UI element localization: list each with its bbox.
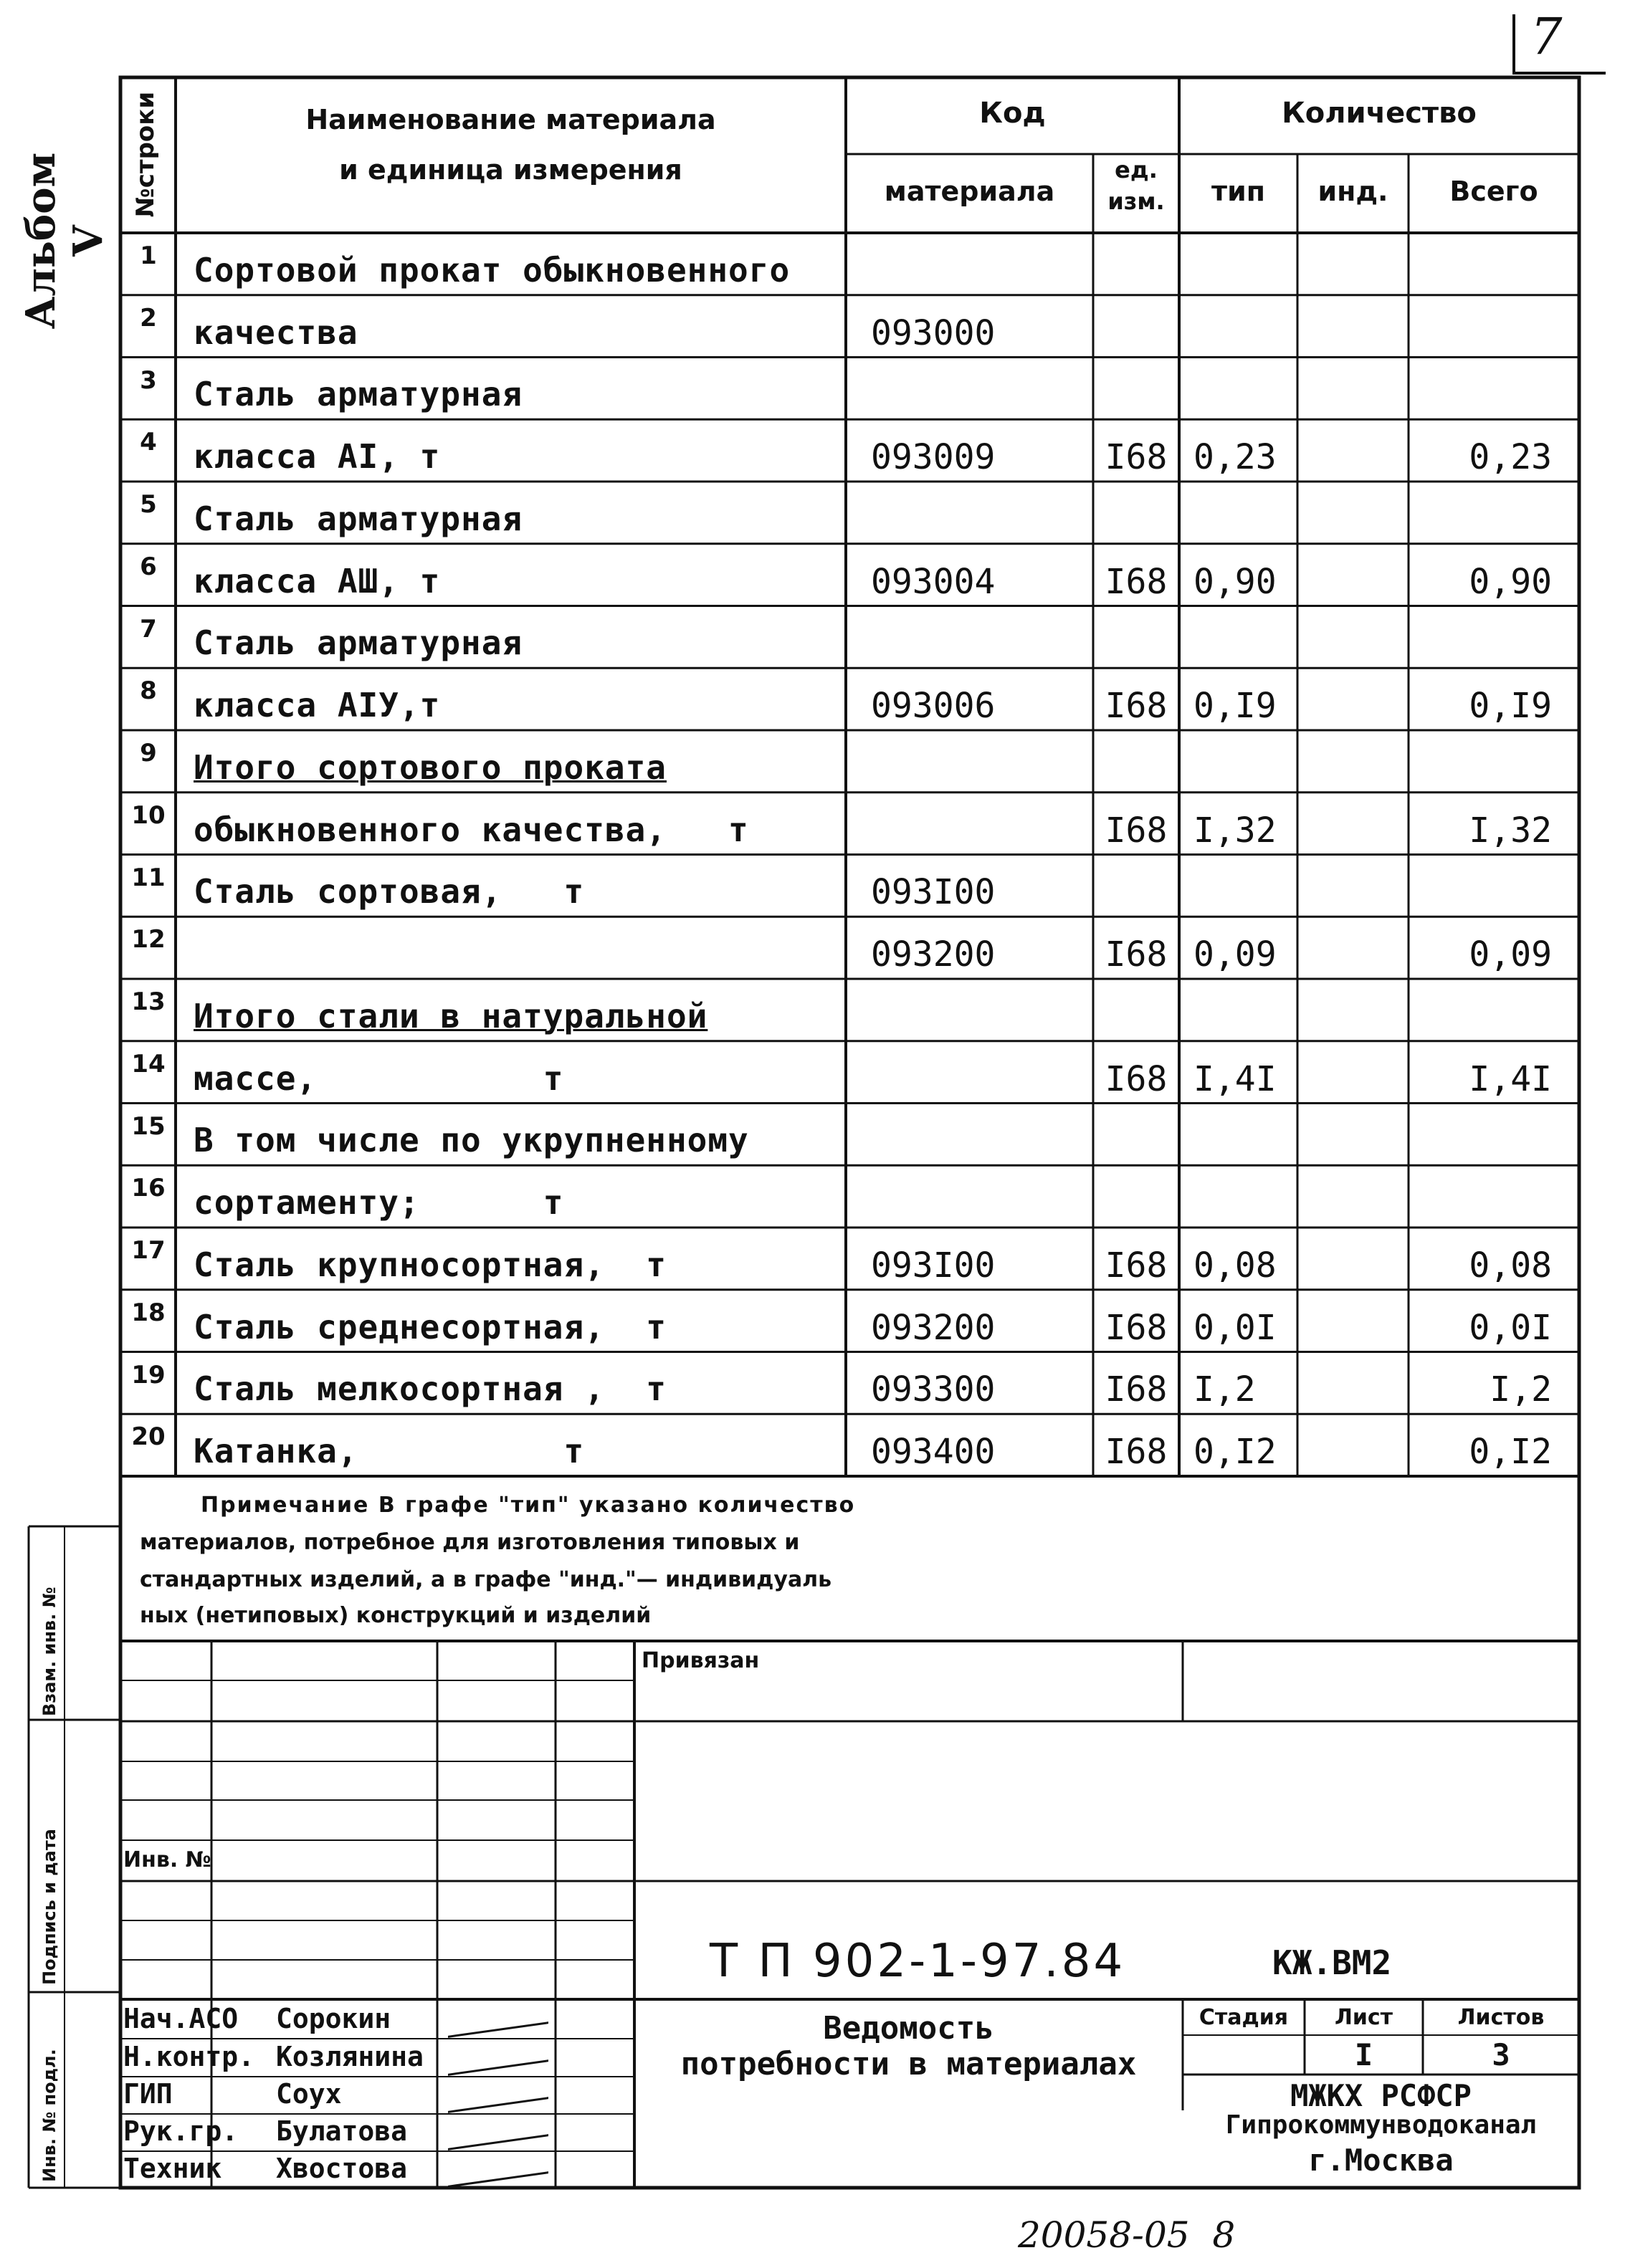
signer-name: Сорокин — [276, 2003, 391, 2034]
material-name: обыкновенного качества, т — [194, 810, 749, 849]
row-number: 16 — [131, 1174, 166, 1203]
qty-total: 0,90 — [1469, 561, 1552, 602]
signer-role: ГИП — [123, 2078, 173, 2110]
qty-total: 0,09 — [1469, 934, 1552, 975]
qty-total: I,2 — [1490, 1369, 1552, 1410]
stamp-privyazan: Привязан — [642, 1648, 760, 1673]
org-line-2: Гипрокоммунводоканал — [1225, 2110, 1537, 2140]
material-code: 093009 — [871, 437, 996, 477]
unit-code: I68 — [1105, 437, 1168, 477]
header-name-line1: Наименование материала — [305, 104, 716, 135]
material-code: 093200 — [871, 1307, 996, 1348]
qty-type: 0,I9 — [1193, 686, 1277, 726]
material-code: 093I00 — [871, 872, 996, 913]
signer-name: Соух — [276, 2078, 342, 2110]
row-number: 2 — [140, 303, 157, 332]
doc-title-line2: потребности в материалах — [680, 2046, 1137, 2082]
row-number: 6 — [140, 552, 157, 581]
row-number: 5 — [140, 490, 157, 519]
side-label-inv-podl: Инв. № подл. — [39, 2049, 59, 2182]
material-code: 093300 — [871, 1369, 996, 1410]
material-name: Сталь сортовая, т — [194, 872, 585, 911]
signer-name: Козлянина — [276, 2041, 424, 2072]
header-code-unit-1: ед. — [1115, 156, 1158, 183]
material-name: Итого сортового проката — [194, 747, 667, 787]
unit-code: I68 — [1105, 1369, 1168, 1410]
note-line-1: Примечание В графе "тип" указано количество — [201, 1493, 856, 1518]
qty-type: 0,08 — [1193, 1245, 1277, 1286]
qty-type: I,32 — [1193, 810, 1277, 851]
row-number: 13 — [131, 987, 166, 1016]
row-number: 9 — [140, 739, 157, 767]
sheet-value: I — [1354, 2037, 1373, 2072]
stage-label: Стадия — [1199, 2005, 1289, 2030]
row-number: 17 — [131, 1236, 166, 1265]
side-label-podpis: Подпись и дата — [39, 1829, 59, 1985]
qty-total: I,32 — [1469, 810, 1552, 851]
row-number: 14 — [131, 1049, 166, 1078]
row-number: 4 — [140, 428, 157, 457]
material-name: В том числе по укрупненному — [194, 1121, 749, 1160]
row-number: 3 — [140, 365, 157, 395]
material-name: Сталь арматурная — [194, 623, 523, 663]
material-code: 093400 — [871, 1432, 996, 1472]
unit-code: I68 — [1105, 934, 1168, 975]
qty-type: 0,23 — [1193, 437, 1277, 477]
qty-type: 0,0I — [1193, 1307, 1277, 1348]
header-code-group: Код — [979, 97, 1046, 130]
doc-code: Т П 902-1-97.84 — [710, 1935, 1126, 1988]
material-name: массе, т — [194, 1058, 564, 1098]
material-name: Сталь арматурная — [194, 375, 523, 414]
row-number: 15 — [131, 1111, 166, 1141]
material-name: качества — [194, 312, 358, 352]
material-code: 093004 — [871, 561, 996, 602]
material-name: класса AIУ,т — [194, 686, 441, 724]
material-name: сортаменту; т — [194, 1183, 564, 1222]
signer-role: Рук.гр. — [123, 2115, 239, 2147]
sheet-label: Лист — [1334, 2005, 1393, 2030]
unit-code: I68 — [1105, 561, 1168, 602]
header-code-material: материала — [884, 176, 1055, 207]
note-line-4: ных (нетиповых) конструкций и изделий — [140, 1603, 652, 1628]
material-name: Сортовой прокат обыкновенного — [194, 250, 791, 290]
unit-code: I68 — [1105, 1432, 1168, 1472]
material-name: Сталь крупносортная, т — [194, 1245, 667, 1284]
header-qty-type: тип — [1211, 176, 1265, 207]
row-number: 10 — [131, 800, 166, 830]
note-line-3: стандартных изделий, а в графе "инд."— индивидуаль — [140, 1567, 832, 1592]
signer-role: Техник — [123, 2153, 222, 2184]
qty-total: I,4I — [1469, 1058, 1552, 1099]
unit-code: I68 — [1105, 686, 1168, 726]
qty-total: 0,I9 — [1469, 686, 1552, 726]
unit-code: I68 — [1105, 810, 1168, 851]
org-line-3: г.Москва — [1308, 2143, 1454, 2178]
header-code-unit-2: изм. — [1107, 188, 1165, 215]
material-name: Сталь мелкосортная , т — [194, 1369, 667, 1409]
qty-type: I,2 — [1193, 1369, 1256, 1410]
page-number: 7 — [1530, 7, 1563, 66]
bottom-number: 20058-05 8 — [1018, 2214, 1236, 2256]
row-number: 18 — [131, 1298, 166, 1327]
unit-code: I68 — [1105, 1058, 1168, 1099]
signer-name: Булатова — [276, 2115, 408, 2147]
row-number: 19 — [131, 1360, 166, 1389]
qty-type: 0,09 — [1193, 934, 1277, 975]
stamp-inv-no: Инв. № — [123, 1847, 211, 1872]
doc-title-line1: Ведомость — [823, 2010, 994, 2047]
signer-role: Н.контр. — [123, 2041, 255, 2072]
material-code: 093000 — [871, 312, 996, 353]
header-name-line2: и единица измерения — [339, 154, 682, 186]
material-code: 093006 — [871, 686, 996, 726]
header-row-number: №строки — [131, 91, 160, 218]
row-number: 7 — [140, 614, 157, 643]
unit-code: I68 — [1105, 1245, 1168, 1286]
signer-role: Нач.АСО — [123, 2003, 239, 2034]
org-line-1: МЖКХ РСФСР — [1290, 2078, 1472, 2113]
material-name: класса AШ, т — [194, 561, 441, 601]
qty-type: 0,I2 — [1193, 1432, 1277, 1472]
qty-total: 0,08 — [1469, 1245, 1552, 1286]
material-name: Сталь среднесортная, т — [194, 1307, 667, 1346]
note-line-2: материалов, потребное для изготовления типовых и — [140, 1530, 800, 1555]
album-label: Альбом V — [17, 152, 112, 330]
unit-code: I68 — [1105, 1307, 1168, 1348]
qty-total: 0,I2 — [1469, 1432, 1552, 1472]
qty-type: I,4I — [1193, 1058, 1277, 1099]
material-name: класса AI, т — [194, 437, 441, 476]
row-number: 20 — [131, 1422, 166, 1452]
qty-type: 0,90 — [1193, 561, 1277, 602]
qty-total: 0,0I — [1469, 1307, 1552, 1348]
header-qty-total: Всего — [1449, 176, 1538, 207]
signer-name: Хвостова — [276, 2153, 408, 2184]
sheets-label: Листов — [1457, 2005, 1545, 2030]
material-name: Итого стали в натуральной — [194, 996, 708, 1035]
material-code: 093I00 — [871, 1245, 996, 1286]
header-qty-ind: инд. — [1317, 176, 1388, 207]
side-label-vzam: Взам. инв. № — [39, 1587, 59, 1716]
row-number: 1 — [140, 241, 157, 270]
row-number: 11 — [131, 863, 166, 892]
sheets-value: 3 — [1492, 2037, 1510, 2072]
material-code: 093200 — [871, 934, 996, 975]
material-name: Сталь арматурная — [194, 499, 523, 538]
row-number: 12 — [131, 925, 166, 954]
doc-suffix: КЖ.ВМ2 — [1272, 1943, 1392, 1982]
qty-total: 0,23 — [1469, 437, 1552, 477]
header-quantity-group: Количество — [1282, 97, 1477, 130]
row-number: 8 — [140, 676, 157, 706]
material-name: Катанка, т — [194, 1432, 585, 1470]
